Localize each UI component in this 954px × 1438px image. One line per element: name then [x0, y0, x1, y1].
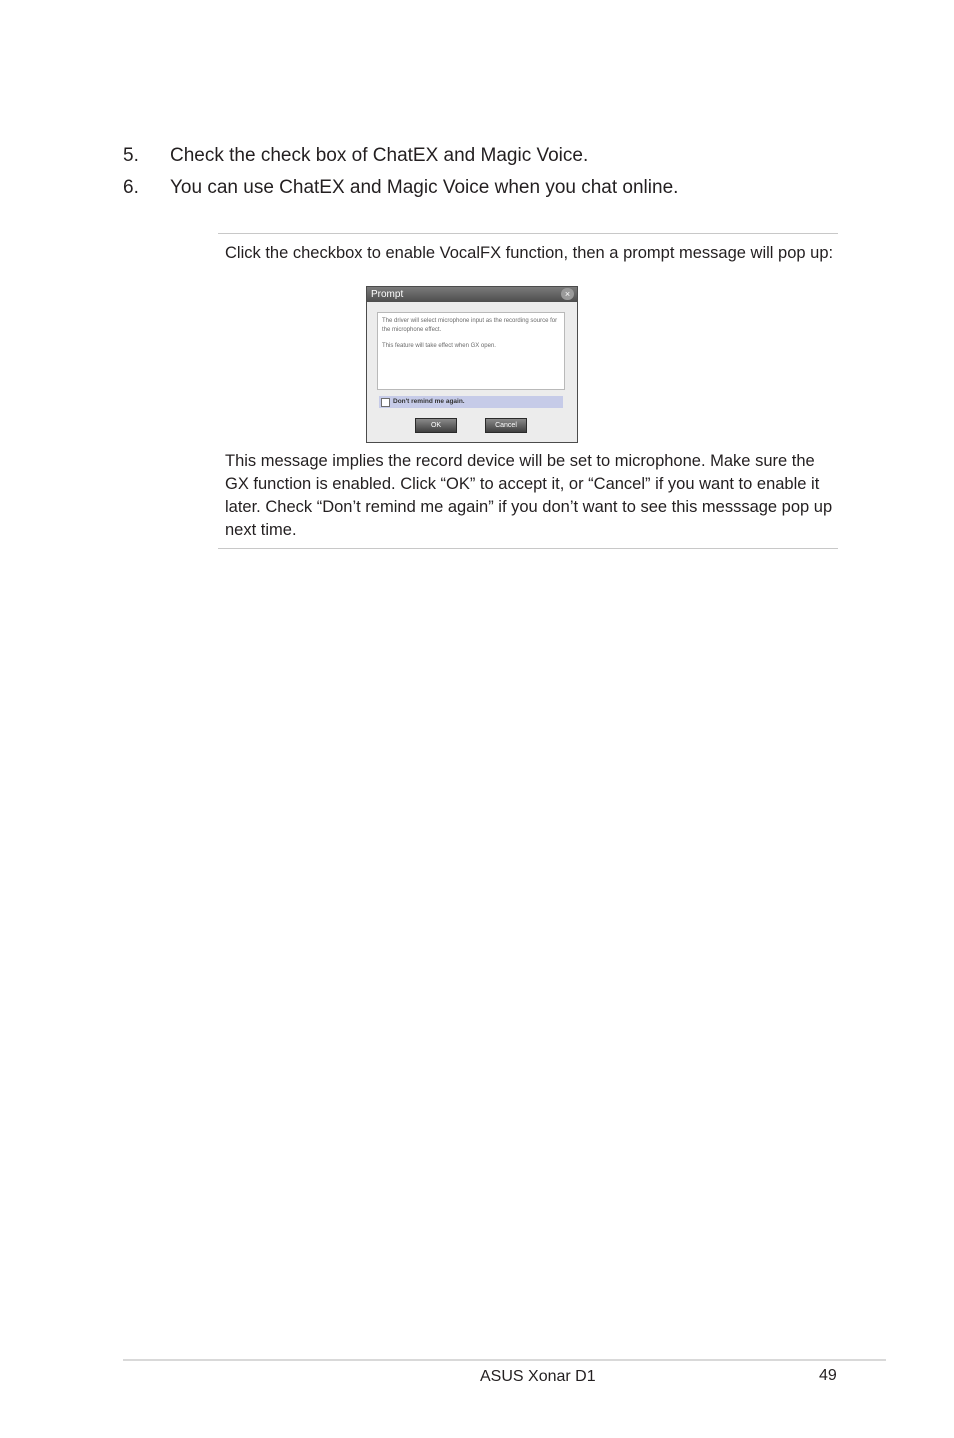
- step-number: 5.: [123, 145, 139, 166]
- cancel-button[interactable]: Cancel: [485, 418, 527, 433]
- page-number: 49: [819, 1367, 837, 1384]
- prompt-dialog-screenshot: [366, 286, 578, 443]
- step-6: [123, 177, 678, 199]
- step-number: 6.: [123, 177, 139, 198]
- note-box: [218, 233, 838, 549]
- step-5: [123, 145, 588, 167]
- note-detail-text: This message implies the record device will be set to microphone. Make sure the GX function is enabled. Click “OK” to accept it, or “Cancel” if you want to enable it later. Check “Don’t remind me again” if you don’t want to see this messsage pop up next time.: [225, 452, 833, 539]
- dialog-message-1: The driver will select microphone input as the recording source for the microphone effect.: [382, 318, 558, 333]
- ok-button[interactable]: OK: [415, 418, 457, 433]
- step-text: Check the check box of ChatEX and Magic Voice.: [170, 145, 589, 166]
- footer-title: ASUS Xonar D1: [480, 1368, 596, 1385]
- close-icon[interactable]: ×: [561, 288, 574, 300]
- dialog-message-2: This feature will take effect when GX open.: [382, 343, 496, 349]
- step-text: You can use ChatEX and Magic Voice when you chat online.: [170, 177, 679, 198]
- dialog-title: Prompt: [371, 289, 404, 300]
- note-intro-text: Click the checkbox to enable VocalFX function, then a prompt message will pop up:: [225, 244, 834, 262]
- dialog-message-area: [377, 312, 565, 390]
- dont-remind-row[interactable]: [379, 396, 563, 408]
- dialog-titlebar: [367, 287, 577, 302]
- dont-remind-label[interactable]: Don't remind me again.: [393, 398, 465, 405]
- footer-divider: [123, 1359, 886, 1361]
- dont-remind-checkbox[interactable]: [381, 398, 390, 407]
